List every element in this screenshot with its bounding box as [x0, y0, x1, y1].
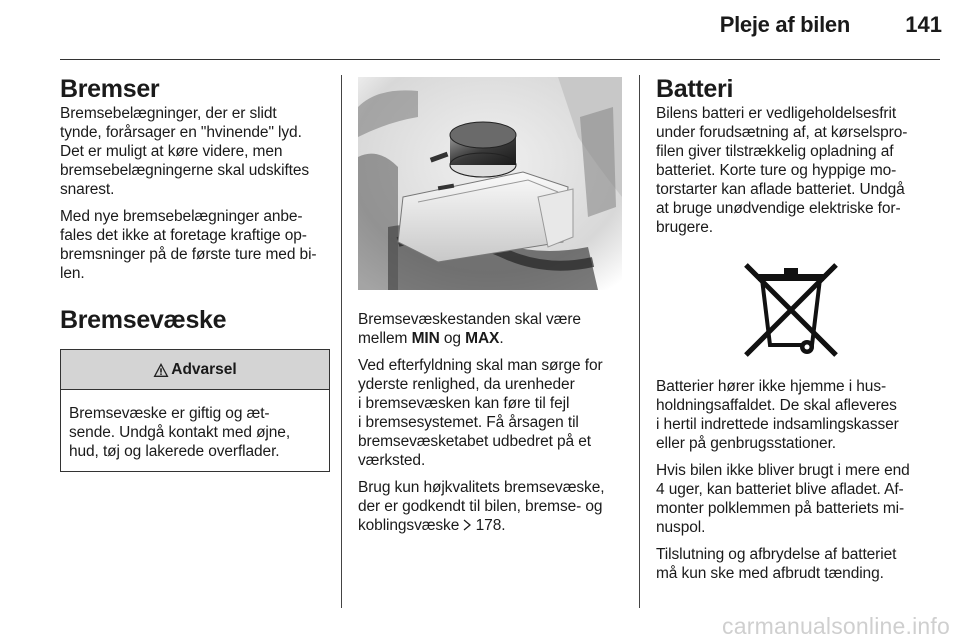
refill-text: Ved efterfyldning skal man sørge for yderste renlighed, da urenheder i bremsevæsken kan føre til fejl i bremsesystemet. Få årsagen til bremsevæsketabet udbedret på et værksted.: [358, 357, 603, 469]
level-text-start: Bremsevæskestanden skal være mellem: [358, 311, 581, 347]
page-header-title: Pleje af bilen: [719, 12, 850, 37]
level-text-and: og: [439, 330, 466, 347]
quality-text-end: .: [501, 517, 506, 534]
warning-header: [61, 350, 329, 390]
battery-heading: Batteri: [656, 75, 734, 103]
crossed-out-wheelie-bin-icon: [740, 259, 842, 359]
battery-paragraph-2: Batterier hører ikke hjemme i hus- holdningsaffaldet. De skal afleveres i hertil indrettede indsamlingskasser eller på genbrugsstationer.: [656, 378, 899, 452]
level-text: [358, 310, 623, 348]
middle-column: [358, 77, 623, 543]
reservoir-illustration: [358, 77, 622, 290]
max-label: MAX: [465, 330, 500, 347]
quality-text: [358, 478, 623, 535]
warning-box: [60, 349, 330, 472]
left-column: [60, 74, 330, 472]
level-text-end: .: [499, 330, 504, 347]
page-reference-link[interactable]: 178: [475, 517, 502, 534]
warning-triangle-icon: [153, 362, 169, 378]
brake-fluid-heading: Bremsevæske: [60, 306, 227, 334]
page-reference-icon: [463, 519, 471, 531]
battery-paragraph-3: Hvis bilen ikke bliver brugt i mere end 4 uger, kan batteriet blive afladet. Af- monter polklemmen på batteriets mi- nuspol.: [656, 462, 910, 536]
warning-text: Bremsevæske er giftig og æt- sende. Undgå kontakt med øjne, hud, tøj og lakerede overflader.: [69, 405, 291, 460]
header-divider: [60, 59, 940, 60]
brakes-paragraph-1: Bremsebelægninger, der er slidt tynde, forårsager en "hvinende" lyd. Det er muligt at køre videre, men bremsebelægningerne skal udskiftes snarest.: [60, 105, 310, 198]
column-divider-left: [341, 75, 342, 608]
brakes-paragraph-2: Med nye bremsebelægninger anbe- fales det ikke at foretage kraftige op- bremsninger på de første ture med bi- len.: [60, 208, 317, 282]
watermark: carmanualsonline.info: [722, 613, 950, 639]
min-label: MIN: [411, 330, 440, 347]
brakes-heading: Bremser: [60, 75, 160, 103]
right-column: [656, 74, 926, 591]
battery-paragraph-4: Tilslutning og afbrydelse af batteriet må kun ske med afbrudt tænding.: [656, 546, 897, 582]
battery-paragraph-1: Bilens batteri er vedligeholdelsesfrit under forudsætning af, at kørselspro- filen giver tilstrækkelig opladning af batteriet. Korte ture og hyppige mo- torstarter kan aflade batteriet. Undgå at bruge unødvendige elektriske for- brugere.: [656, 105, 908, 236]
quality-text-body: Brug kun højkvalitets bremsevæske, der er godkendt til bilen, bremse- og koblingsvæske: [358, 479, 605, 534]
warning-title: Advarsel: [171, 360, 237, 378]
brake-fluid-reservoir-photo: [358, 77, 622, 290]
page-number: 141: [905, 12, 942, 37]
column-divider-right: [639, 75, 640, 608]
